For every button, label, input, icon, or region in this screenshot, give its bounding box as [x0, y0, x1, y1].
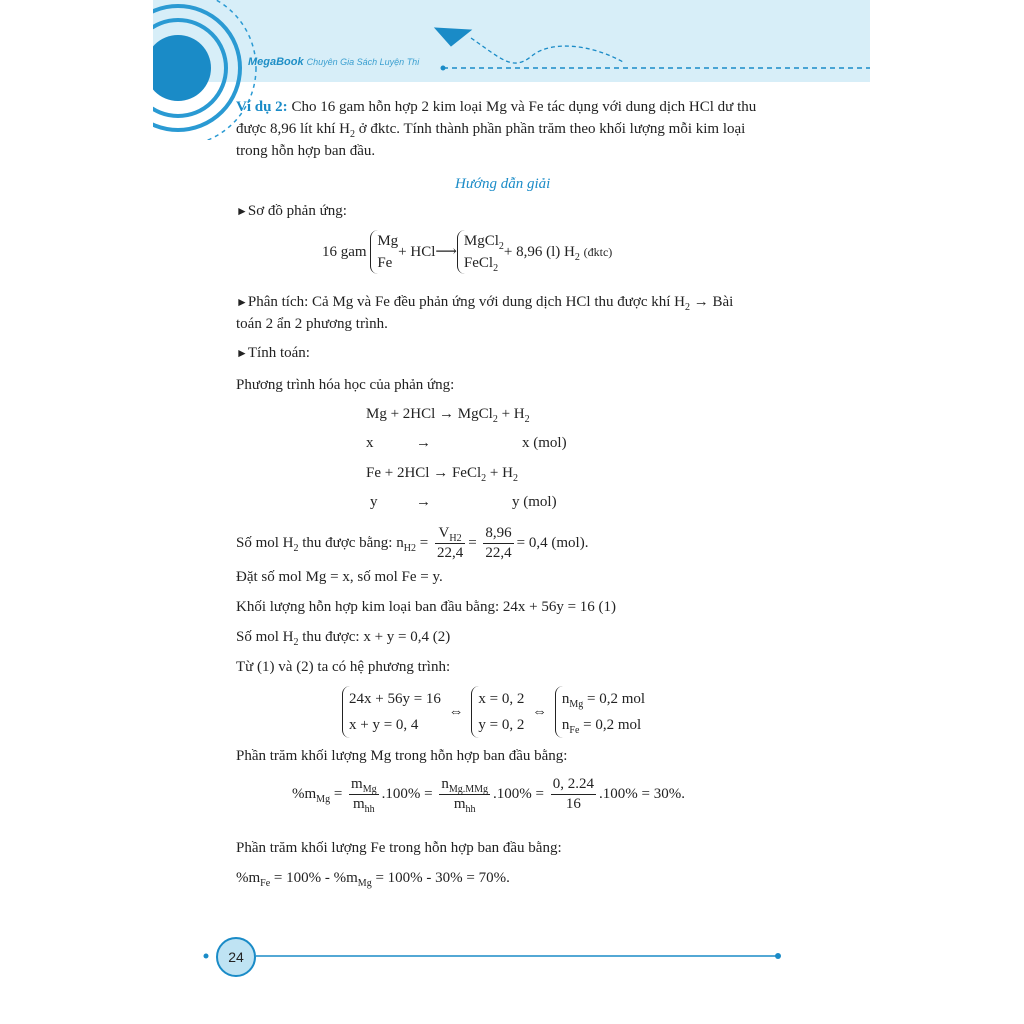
moles-h2-line: Số mol $H_2$ thu được bằng: $n_{H2}$ = $\frac{V_{H2}}{22,4}$ = $\frac{8,96}{22,4}$ = 0,4 (mol).: [236, 525, 589, 561]
scheme-label-line: [236, 201, 347, 222]
equation-fe-mol-y: y: [370, 494, 378, 510]
page-number: 24: [216, 937, 256, 977]
calc-label-line: [236, 343, 310, 364]
bullet-triangle-icon: ►: [236, 346, 248, 360]
system-2: x = 0, 2 y = 0, 2: [471, 686, 524, 738]
fraction-v-over-22-4: $\frac{V_{H2}}{22,4}$: [436, 525, 464, 561]
bullet-triangle-icon: ►: [236, 295, 248, 309]
iff-symbol: ⇔: [532, 704, 548, 720]
scheme-mass: 16 gam: [322, 244, 367, 260]
bullet-triangle-icon: ►: [236, 204, 248, 218]
equation-mg-mol-result: x (mol): [522, 435, 567, 451]
equation-fe-mol-result: y (mol): [512, 494, 557, 510]
system-1: 24x + 56y = 16 x + y = 0, 4: [342, 686, 441, 738]
paper-plane-icon: [435, 28, 471, 46]
scheme-hcl: + HCl: [398, 244, 436, 260]
example-label: Ví dụ 2:: [236, 99, 288, 115]
reaction-scheme: [322, 230, 612, 274]
fraction-0-2-24-over-16: $\frac{0, 2.24}{16}$: [552, 776, 594, 812]
iff-symbol: ⇔: [448, 704, 464, 720]
scheme-label: Sơ đồ phản ứng:: [247, 203, 347, 219]
system-intro: Từ (1) và (2) ta có hệ phương trình:: [236, 659, 451, 675]
system-3: $n_{Mg} = 0,2$ mol $n_{Fe} = 0,2$ mol: [555, 686, 645, 738]
products-brace: [457, 230, 504, 274]
analysis-line-2: toán 2 ẩn 2 phương trình.: [236, 316, 388, 332]
example-line-2: được 8,96 lít khí $H_2$ ở đktc. Tính thành phần phần trăm theo khối lượng mỗi kim loại: [236, 121, 746, 140]
fraction-n-m-over-m-hh: $\frac{n_{Mg.MMg}}{m_{hh}}$: [441, 776, 489, 815]
mass-equation: Khối lượng hỗn hợp kim loại ban đầu bằng: 24x + 56y = 16 (1): [236, 599, 617, 615]
example-text-2a: được 8,96 lít khí H: [236, 121, 350, 137]
equations-intro: Phương trình hóa học của phản ứng:: [236, 377, 455, 393]
equation-fe: Fe + 2HCl → FeCl$_2$ + $H_2$: [366, 465, 518, 484]
guide-title: Hướng dẫn giải: [455, 176, 551, 192]
scheme-gas: + 8,96 (l) $H_2$ (đktc): [503, 244, 613, 263]
analysis-line-1: ►Phân tích: Cả Mg và Fe đều phản ứng với dung dịch HCl thu được khí $H_2$ → Bài: [236, 294, 734, 313]
fraction-8-96-over-22-4: $\frac{8,96}{22,4}$: [485, 525, 512, 561]
analysis-text: Phân tích: Cả Mg và Fe đều phản ứng với dung dịch HCl thu được khí H: [247, 294, 685, 310]
reactant-mg: Mg: [377, 233, 399, 249]
pct-fe-formula: $\%m_{Fe} = 100\% - \%m_{Mg} = 100\% - 30\% = 70\%$.: [236, 870, 510, 889]
equation-mg-mol-arrow: →: [416, 435, 431, 451]
pct-mg-intro: Phần trăm khối lượng Mg trong hỗn hợp ban đầu bằng:: [236, 748, 568, 764]
flight-path: [471, 38, 623, 63]
brand-logo: [248, 56, 419, 68]
header-rule-dot: [441, 66, 446, 71]
calc-label: Tính toán:: [247, 345, 310, 361]
scheme-arrow-icon: ⟶: [435, 244, 457, 260]
set-variables: Đặt số mol Mg = x, số mol Fe = y.: [236, 569, 443, 585]
example-line-1: [236, 97, 756, 118]
example-line-3: trong hỗn hợp ban đầu.: [236, 143, 376, 159]
footer-rule: [200, 945, 790, 965]
reactants-brace: [370, 230, 398, 274]
pct-mg-formula: $\%m_{Mg}$ = $\frac{m_{Mg}}{m_{hh}}$ .100% = $\frac{n_{Mg.MMg}}{m_{hh}}$ .100% = $\frac{0, 2.24}{16}$ .100% = 30%.: [292, 776, 685, 815]
equation-mg: Mg + 2HCl → MgCl$_2$ + $H_2$: [366, 406, 530, 425]
example-text-2b: ở đktc. Tính thành phần phần trăm theo khối lượng mỗi kim loại: [354, 121, 746, 137]
product-fecl2: FeCl$_2$: [463, 255, 499, 274]
brand-name: MegaBook: [248, 56, 304, 68]
brand-tagline: Chuyên Gia Sách Luyện Thi: [306, 57, 420, 67]
example-text-1: Cho 16 gam hỗn hợp 2 kim loại Mg và Fe tác dụng với dung dịch HCl dư thu: [291, 99, 757, 115]
reactant-fe: Fe: [377, 255, 393, 271]
mol-equation: Số mol $H_2$ thu được: x + y = 0,4 (2): [236, 629, 451, 648]
product-mgcl2: MgCl$_2$: [463, 233, 504, 252]
equation-system: [342, 686, 645, 738]
pct-fe-intro: Phần trăm khối lượng Fe trong hỗn hợp ban đầu bằng:: [236, 840, 562, 856]
equation-mg-mol-x: x: [366, 435, 374, 451]
fraction-m-mg-over-m-hh: $\frac{m_{Mg}}{m_{hh}}$: [351, 776, 377, 815]
equation-fe-mol-arrow: →: [416, 494, 431, 510]
deco-disc: [153, 35, 211, 101]
